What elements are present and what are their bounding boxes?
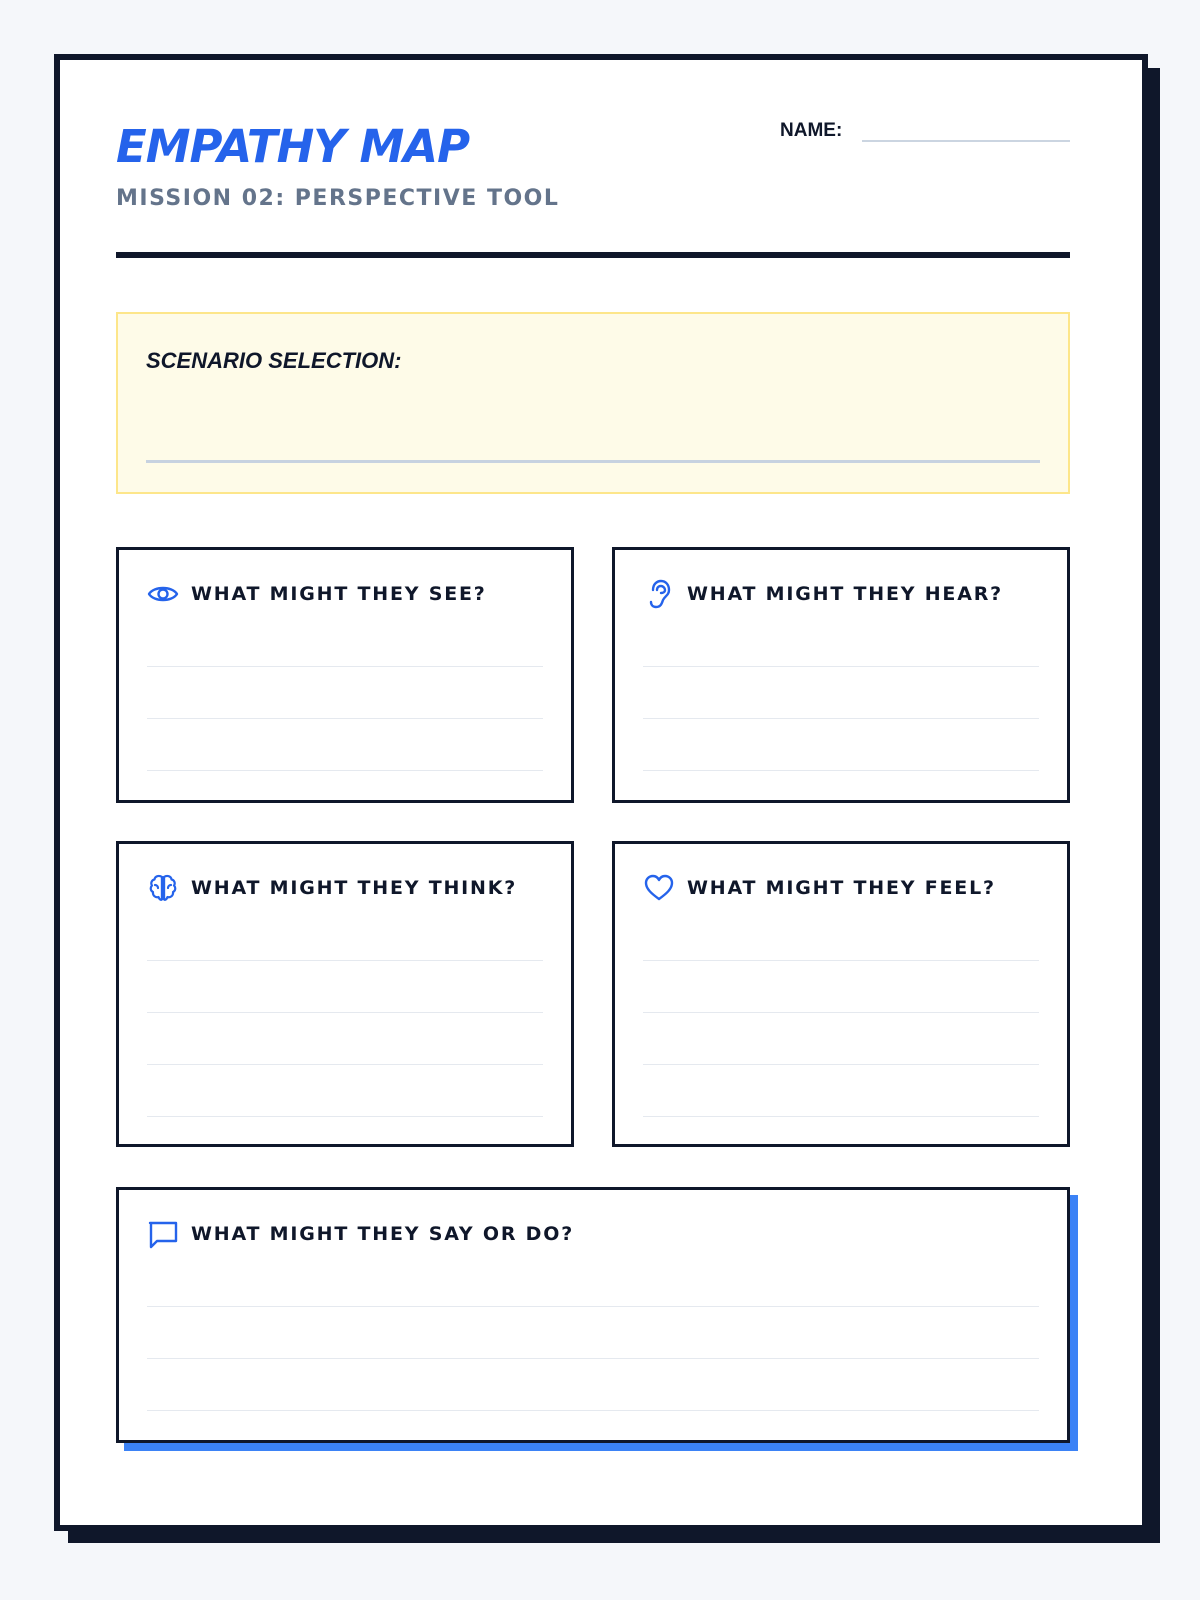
think-answer-line-2[interactable]: [147, 1012, 543, 1013]
feel-answer-line-3[interactable]: [643, 1064, 1039, 1065]
think-card-title: WHAT MIGHT THEY THINK?: [191, 877, 518, 899]
eye-icon: [147, 578, 179, 610]
see-answer-line-3[interactable]: [147, 770, 543, 771]
see-answer-line-1[interactable]: [147, 666, 543, 667]
see-card-header: [147, 578, 487, 610]
name-field[interactable]: [862, 140, 1070, 142]
brain-icon: [147, 872, 179, 904]
scenario-label: SCENARIO SELECTION:: [146, 348, 402, 373]
header-divider: [116, 252, 1070, 258]
say-do-card-title: WHAT MIGHT THEY SAY OR DO?: [191, 1223, 575, 1245]
feel-card-title: WHAT MIGHT THEY FEEL?: [687, 877, 996, 899]
ear-icon: [643, 578, 675, 610]
name-label: NAME:: [780, 120, 843, 141]
say-do-card-header: [147, 1218, 574, 1250]
page-title: EMPATHY MAP: [116, 120, 470, 173]
hear-answer-line-3[interactable]: [643, 770, 1039, 771]
worksheet-page: [54, 54, 1148, 1531]
say-do-card: [116, 1187, 1070, 1443]
scenario-box: [116, 312, 1070, 494]
hear-answer-line-2[interactable]: [643, 718, 1039, 719]
think-card: [116, 841, 574, 1147]
feel-answer-line-2[interactable]: [643, 1012, 1039, 1013]
scenario-field[interactable]: [146, 460, 1040, 463]
think-answer-line-3[interactable]: [147, 1064, 543, 1065]
see-card: [116, 547, 574, 803]
speech-bubble-icon: [147, 1218, 179, 1250]
hear-card-header: [643, 578, 1003, 610]
think-card-header: [147, 872, 517, 904]
say-do-answer-line-2[interactable]: [147, 1358, 1039, 1359]
say-do-answer-line-1[interactable]: [147, 1306, 1039, 1307]
say-do-answer-line-3[interactable]: [147, 1410, 1039, 1411]
see-card-title: WHAT MIGHT THEY SEE?: [191, 583, 487, 605]
feel-card-header: [643, 872, 996, 904]
think-answer-line-1[interactable]: [147, 960, 543, 961]
feel-card: [612, 841, 1070, 1147]
heart-icon: [643, 872, 675, 904]
hear-answer-line-1[interactable]: [643, 666, 1039, 667]
see-answer-line-2[interactable]: [147, 718, 543, 719]
page-subtitle: MISSION 02: PERSPECTIVE TOOL: [116, 186, 560, 211]
feel-answer-line-4[interactable]: [643, 1116, 1039, 1117]
think-answer-line-4[interactable]: [147, 1116, 543, 1117]
feel-answer-line-1[interactable]: [643, 960, 1039, 961]
hear-card-title: WHAT MIGHT THEY HEAR?: [687, 583, 1003, 605]
hear-card: [612, 547, 1070, 803]
